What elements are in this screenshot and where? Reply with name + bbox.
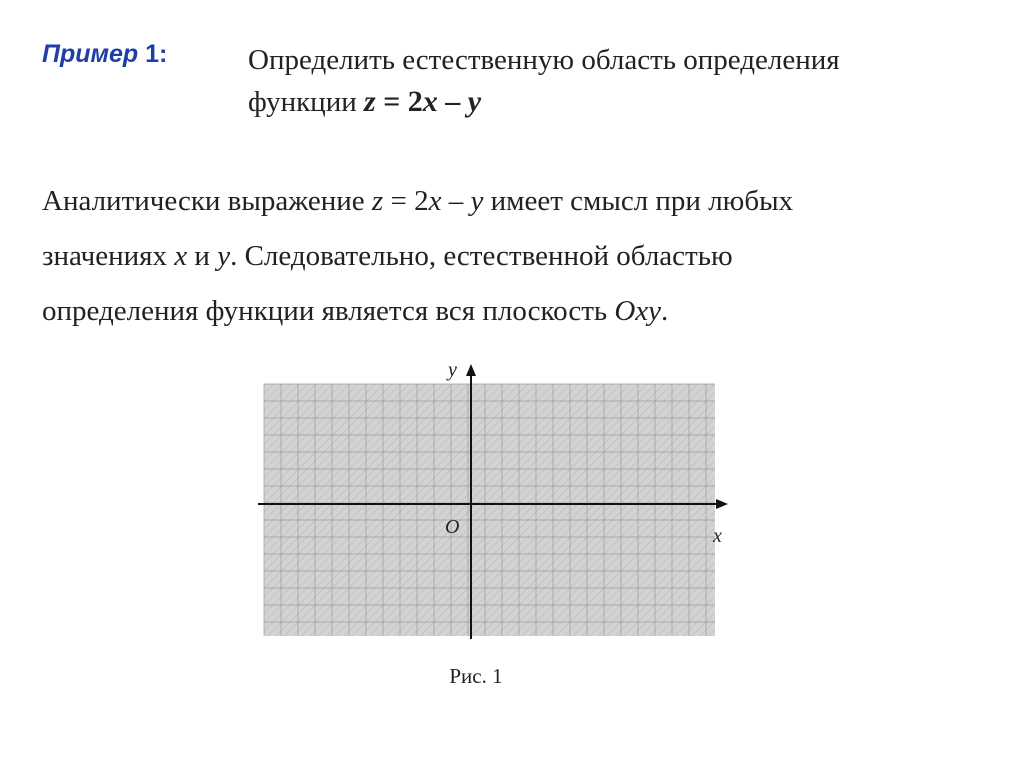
solution-eq: = 2 [383,185,429,217]
task-line-1: Определить естественную область определения [248,44,840,76]
task-line-2 [248,81,840,123]
formula-z: z [364,85,376,118]
solution-var-x: x [428,185,442,217]
figure-plane [250,356,740,646]
task-line-2-prefix: функции [248,86,364,118]
example-label [42,40,167,69]
y-axis-label: y [448,359,457,381]
solution-line-3 [42,284,793,339]
plane-diagram [250,356,740,646]
formula-y: y [467,85,482,118]
solution-var-x: x [174,240,188,272]
solution-line-1 [42,174,793,229]
y-axis-arrow-icon [466,364,476,376]
figure-caption [0,664,1024,689]
x-axis-arrow-icon [716,499,728,509]
solution-var-y: y [217,240,231,272]
solution-text: определения функции является вся плоскость [42,295,615,327]
solution-line-2 [42,229,793,284]
solution-text: Аналитически выражение [42,185,372,217]
formula-x: x [422,85,438,118]
origin-label: O [445,516,460,538]
solution-text: значениях [42,240,175,272]
solution-minus: – [441,185,471,217]
example-word: Пример [42,40,139,68]
formula-minus: – [437,85,468,118]
figure-caption-text: Рис. 1 [449,664,503,688]
x-axis-label: x [713,525,722,547]
solution-var-z: z [371,185,384,217]
solution-var-oxy: Oxy [614,295,662,327]
solution-text: . Следовательно, естественной областью [230,240,733,272]
solution-var-y: y [470,185,484,217]
solution-text: имеет смысл при любых [483,185,794,217]
solution-paragraph [42,174,793,339]
formula-eq: = 2 [375,85,423,118]
solution-text: и [187,240,218,272]
task-statement [248,40,840,123]
solution-text: . [661,295,669,327]
task-formula [364,85,481,118]
example-number: 1: [145,40,168,68]
domain-region [264,384,715,636]
